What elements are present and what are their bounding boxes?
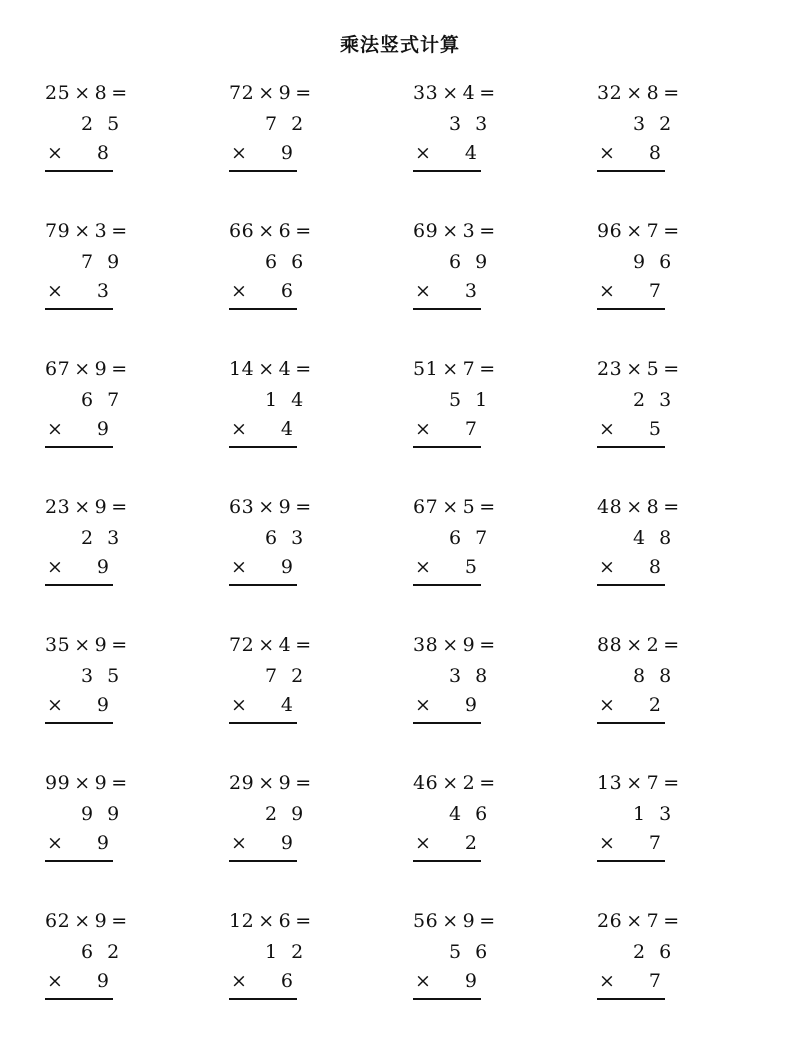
equals-symbol: = bbox=[663, 220, 680, 242]
vertical-multiplicand: 7 2 bbox=[265, 113, 308, 135]
vertical-times-symbol: × bbox=[599, 694, 615, 716]
vertical-multiplicand: 2 5 bbox=[81, 113, 124, 135]
equation-multiplicand: 32 bbox=[597, 82, 623, 104]
times-symbol: × bbox=[258, 496, 275, 518]
equation-multiplicand: 23 bbox=[597, 358, 623, 380]
equation-multiplier: 2 bbox=[646, 634, 660, 656]
answer-rule-line bbox=[229, 446, 297, 448]
equals-symbol: = bbox=[663, 634, 680, 656]
problem-card bbox=[413, 358, 533, 478]
times-symbol: × bbox=[442, 358, 459, 380]
equation-multiplicand: 25 bbox=[45, 82, 71, 104]
equation-multiplier: 9 bbox=[278, 82, 292, 104]
vertical-multiplier: 9 bbox=[464, 694, 477, 716]
vertical-multiplier: 7 bbox=[648, 970, 661, 992]
problem-card bbox=[413, 910, 533, 1030]
equals-symbol: = bbox=[663, 772, 680, 794]
answer-rule-line bbox=[45, 446, 113, 448]
equation-multiplier: 8 bbox=[646, 82, 660, 104]
equation-line bbox=[597, 634, 684, 656]
answer-rule-line bbox=[413, 446, 481, 448]
vertical-times-symbol: × bbox=[231, 418, 247, 440]
vertical-multiplicand: 2 3 bbox=[81, 527, 124, 549]
vertical-multiplier: 4 bbox=[280, 694, 293, 716]
problem-card bbox=[45, 82, 165, 202]
problem-card bbox=[45, 358, 165, 478]
answer-rule-line bbox=[45, 998, 113, 1000]
times-symbol: × bbox=[442, 772, 459, 794]
answer-rule-line bbox=[597, 446, 665, 448]
times-symbol: × bbox=[74, 910, 91, 932]
equation-line bbox=[45, 772, 132, 794]
vertical-multiplier: 7 bbox=[464, 418, 477, 440]
vertical-multiplicand: 5 1 bbox=[449, 389, 492, 411]
vertical-times-symbol: × bbox=[47, 694, 63, 716]
equals-symbol: = bbox=[295, 358, 312, 380]
vertical-multiplicand: 6 3 bbox=[265, 527, 308, 549]
vertical-multiplier: 2 bbox=[648, 694, 661, 716]
equation-line bbox=[597, 358, 684, 380]
vertical-multiplicand: 6 6 bbox=[265, 251, 308, 273]
equals-symbol: = bbox=[479, 634, 496, 656]
times-symbol: × bbox=[626, 634, 643, 656]
times-symbol: × bbox=[74, 496, 91, 518]
equation-multiplicand: 14 bbox=[229, 358, 255, 380]
problem-card bbox=[597, 82, 717, 202]
vertical-multiplicand: 3 3 bbox=[449, 113, 492, 135]
times-symbol: × bbox=[442, 220, 459, 242]
vertical-times-symbol: × bbox=[415, 418, 431, 440]
vertical-times-symbol: × bbox=[231, 142, 247, 164]
vertical-times-symbol: × bbox=[415, 694, 431, 716]
problem-card bbox=[413, 220, 533, 340]
vertical-times-symbol: × bbox=[231, 556, 247, 578]
equation-multiplier: 9 bbox=[94, 772, 108, 794]
vertical-multiplier: 9 bbox=[96, 556, 109, 578]
vertical-times-symbol: × bbox=[599, 418, 615, 440]
problem-card bbox=[413, 82, 533, 202]
vertical-multiplicand: 6 7 bbox=[81, 389, 124, 411]
problem-card bbox=[229, 496, 349, 616]
equation-multiplicand: 67 bbox=[413, 496, 439, 518]
equals-symbol: = bbox=[479, 496, 496, 518]
vertical-multiplicand: 9 6 bbox=[633, 251, 676, 273]
times-symbol: × bbox=[74, 634, 91, 656]
vertical-times-symbol: × bbox=[231, 970, 247, 992]
vertical-multiplicand: 2 3 bbox=[633, 389, 676, 411]
equation-multiplier: 2 bbox=[462, 772, 476, 794]
problem-card bbox=[413, 772, 533, 892]
vertical-times-symbol: × bbox=[415, 142, 431, 164]
vertical-times-symbol: × bbox=[231, 832, 247, 854]
vertical-multiplier: 6 bbox=[280, 280, 293, 302]
equation-multiplicand: 69 bbox=[413, 220, 439, 242]
vertical-multiplicand: 3 8 bbox=[449, 665, 492, 687]
answer-rule-line bbox=[597, 170, 665, 172]
equals-symbol: = bbox=[111, 358, 128, 380]
vertical-times-symbol: × bbox=[47, 970, 63, 992]
equation-line bbox=[413, 220, 500, 242]
vertical-times-symbol: × bbox=[415, 970, 431, 992]
problem-card bbox=[597, 358, 717, 478]
equals-symbol: = bbox=[111, 910, 128, 932]
times-symbol: × bbox=[626, 220, 643, 242]
problem-card bbox=[45, 634, 165, 754]
problem-card bbox=[229, 910, 349, 1030]
equation-multiplier: 9 bbox=[278, 496, 292, 518]
vertical-multiplier: 4 bbox=[280, 418, 293, 440]
equation-line bbox=[229, 220, 316, 242]
vertical-multiplicand: 4 8 bbox=[633, 527, 676, 549]
equation-multiplicand: 67 bbox=[45, 358, 71, 380]
worksheet-title: 乘法竖式计算 bbox=[339, 34, 460, 56]
vertical-multiplicand: 2 6 bbox=[633, 941, 676, 963]
problem-card bbox=[229, 82, 349, 202]
problem-card bbox=[597, 634, 717, 754]
equation-multiplicand: 79 bbox=[45, 220, 71, 242]
equation-line bbox=[597, 910, 684, 932]
vertical-multiplier: 8 bbox=[96, 142, 109, 164]
times-symbol: × bbox=[258, 634, 275, 656]
answer-rule-line bbox=[413, 722, 481, 724]
vertical-times-symbol: × bbox=[231, 694, 247, 716]
equals-symbol: = bbox=[295, 634, 312, 656]
vertical-multiplier: 9 bbox=[96, 694, 109, 716]
answer-rule-line bbox=[45, 584, 113, 586]
answer-rule-line bbox=[597, 998, 665, 1000]
times-symbol: × bbox=[626, 910, 643, 932]
problem-card bbox=[229, 634, 349, 754]
answer-rule-line bbox=[45, 722, 113, 724]
vertical-times-symbol: × bbox=[47, 142, 63, 164]
vertical-times-symbol: × bbox=[47, 418, 63, 440]
equation-multiplicand: 51 bbox=[413, 358, 439, 380]
vertical-multiplicand: 3 5 bbox=[81, 665, 124, 687]
vertical-multiplicand: 6 7 bbox=[449, 527, 492, 549]
equation-line bbox=[45, 496, 132, 518]
times-symbol: × bbox=[442, 82, 459, 104]
vertical-multiplier: 2 bbox=[464, 832, 477, 854]
vertical-multiplier: 8 bbox=[648, 142, 661, 164]
equals-symbol: = bbox=[479, 910, 496, 932]
vertical-multiplier: 3 bbox=[464, 280, 477, 302]
vertical-multiplier: 9 bbox=[280, 142, 293, 164]
vertical-multiplier: 7 bbox=[648, 832, 661, 854]
vertical-multiplicand: 6 2 bbox=[81, 941, 124, 963]
problem-card bbox=[229, 220, 349, 340]
equation-multiplicand: 12 bbox=[229, 910, 255, 932]
times-symbol: × bbox=[626, 772, 643, 794]
problem-card bbox=[229, 358, 349, 478]
answer-rule-line bbox=[229, 860, 297, 862]
answer-rule-line bbox=[229, 308, 297, 310]
vertical-multiplicand: 3 2 bbox=[633, 113, 676, 135]
equation-multiplier: 6 bbox=[278, 910, 292, 932]
equation-line bbox=[229, 496, 316, 518]
equals-symbol: = bbox=[111, 496, 128, 518]
equation-line bbox=[45, 634, 132, 656]
times-symbol: × bbox=[74, 772, 91, 794]
equation-multiplicand: 29 bbox=[229, 772, 255, 794]
equation-multiplier: 7 bbox=[646, 772, 660, 794]
vertical-multiplier: 4 bbox=[464, 142, 477, 164]
problem-card bbox=[45, 772, 165, 892]
equation-multiplier: 9 bbox=[94, 634, 108, 656]
equation-multiplier: 5 bbox=[646, 358, 660, 380]
equation-multiplicand: 13 bbox=[597, 772, 623, 794]
equation-line bbox=[413, 496, 500, 518]
equals-symbol: = bbox=[111, 772, 128, 794]
equation-line bbox=[597, 772, 684, 794]
vertical-times-symbol: × bbox=[599, 280, 615, 302]
vertical-multiplier: 5 bbox=[464, 556, 477, 578]
answer-rule-line bbox=[597, 584, 665, 586]
equation-line bbox=[229, 82, 316, 104]
answer-rule-line bbox=[413, 584, 481, 586]
times-symbol: × bbox=[442, 634, 459, 656]
equation-line bbox=[229, 634, 316, 656]
vertical-multiplier: 9 bbox=[464, 970, 477, 992]
answer-rule-line bbox=[597, 722, 665, 724]
problem-card bbox=[413, 496, 533, 616]
equation-line bbox=[597, 496, 684, 518]
equation-multiplier: 9 bbox=[94, 910, 108, 932]
vertical-times-symbol: × bbox=[231, 280, 247, 302]
equation-multiplicand: 38 bbox=[413, 634, 439, 656]
equation-multiplier: 8 bbox=[94, 82, 108, 104]
equation-multiplicand: 99 bbox=[45, 772, 71, 794]
equation-line bbox=[413, 634, 500, 656]
answer-rule-line bbox=[413, 860, 481, 862]
vertical-multiplier: 3 bbox=[96, 280, 109, 302]
times-symbol: × bbox=[626, 496, 643, 518]
equation-multiplicand: 23 bbox=[45, 496, 71, 518]
vertical-times-symbol: × bbox=[415, 556, 431, 578]
problem-card bbox=[597, 910, 717, 1030]
equation-multiplier: 9 bbox=[94, 358, 108, 380]
equation-line bbox=[45, 82, 132, 104]
equation-line bbox=[45, 910, 132, 932]
problem-card bbox=[45, 220, 165, 340]
vertical-multiplicand: 7 9 bbox=[81, 251, 124, 273]
equals-symbol: = bbox=[479, 358, 496, 380]
times-symbol: × bbox=[442, 910, 459, 932]
times-symbol: × bbox=[626, 358, 643, 380]
equation-line bbox=[413, 82, 500, 104]
equation-line bbox=[413, 772, 500, 794]
equation-multiplicand: 72 bbox=[229, 82, 255, 104]
equation-multiplicand: 63 bbox=[229, 496, 255, 518]
equals-symbol: = bbox=[295, 496, 312, 518]
vertical-times-symbol: × bbox=[599, 142, 615, 164]
equation-multiplicand: 26 bbox=[597, 910, 623, 932]
answer-rule-line bbox=[229, 170, 297, 172]
equals-symbol: = bbox=[663, 82, 680, 104]
equals-symbol: = bbox=[479, 82, 496, 104]
equation-multiplier: 9 bbox=[278, 772, 292, 794]
vertical-multiplier: 9 bbox=[280, 832, 293, 854]
equation-multiplier: 9 bbox=[462, 910, 476, 932]
problem-card bbox=[597, 772, 717, 892]
equation-multiplicand: 96 bbox=[597, 220, 623, 242]
times-symbol: × bbox=[74, 220, 91, 242]
problem-card bbox=[597, 220, 717, 340]
vertical-multiplier: 9 bbox=[280, 556, 293, 578]
equation-multiplier: 9 bbox=[462, 634, 476, 656]
equation-line bbox=[413, 358, 500, 380]
vertical-multiplier: 6 bbox=[280, 970, 293, 992]
vertical-multiplier: 8 bbox=[648, 556, 661, 578]
equals-symbol: = bbox=[111, 220, 128, 242]
vertical-multiplicand: 9 9 bbox=[81, 803, 124, 825]
times-symbol: × bbox=[258, 772, 275, 794]
vertical-times-symbol: × bbox=[415, 280, 431, 302]
problem-card bbox=[413, 634, 533, 754]
times-symbol: × bbox=[258, 358, 275, 380]
equation-line bbox=[229, 910, 316, 932]
answer-rule-line bbox=[597, 860, 665, 862]
equation-multiplier: 6 bbox=[278, 220, 292, 242]
equation-multiplicand: 33 bbox=[413, 82, 439, 104]
vertical-times-symbol: × bbox=[599, 832, 615, 854]
equation-line bbox=[597, 82, 684, 104]
equation-multiplier: 7 bbox=[462, 358, 476, 380]
times-symbol: × bbox=[626, 82, 643, 104]
vertical-multiplier: 9 bbox=[96, 970, 109, 992]
equation-multiplier: 7 bbox=[646, 910, 660, 932]
equation-multiplier: 8 bbox=[646, 496, 660, 518]
answer-rule-line bbox=[45, 308, 113, 310]
equals-symbol: = bbox=[295, 772, 312, 794]
equation-line bbox=[45, 220, 132, 242]
equation-multiplicand: 72 bbox=[229, 634, 255, 656]
equation-multiplicand: 48 bbox=[597, 496, 623, 518]
equation-multiplier: 3 bbox=[94, 220, 108, 242]
equation-multiplicand: 35 bbox=[45, 634, 71, 656]
equation-line bbox=[597, 220, 684, 242]
equals-symbol: = bbox=[111, 82, 128, 104]
equals-symbol: = bbox=[295, 220, 312, 242]
equals-symbol: = bbox=[111, 634, 128, 656]
answer-rule-line bbox=[413, 170, 481, 172]
times-symbol: × bbox=[258, 220, 275, 242]
answer-rule-line bbox=[597, 308, 665, 310]
times-symbol: × bbox=[258, 910, 275, 932]
equation-multiplicand: 56 bbox=[413, 910, 439, 932]
equation-multiplier: 5 bbox=[462, 496, 476, 518]
problem-card bbox=[45, 910, 165, 1030]
equation-line bbox=[413, 910, 500, 932]
vertical-times-symbol: × bbox=[599, 970, 615, 992]
answer-rule-line bbox=[229, 722, 297, 724]
equals-symbol: = bbox=[295, 82, 312, 104]
vertical-multiplier: 5 bbox=[648, 418, 661, 440]
vertical-multiplicand: 6 9 bbox=[449, 251, 492, 273]
vertical-multiplicand: 7 2 bbox=[265, 665, 308, 687]
equation-multiplier: 3 bbox=[462, 220, 476, 242]
vertical-times-symbol: × bbox=[47, 832, 63, 854]
vertical-multiplicand: 4 6 bbox=[449, 803, 492, 825]
equals-symbol: = bbox=[479, 772, 496, 794]
answer-rule-line bbox=[45, 170, 113, 172]
equation-line bbox=[229, 358, 316, 380]
vertical-times-symbol: × bbox=[47, 556, 63, 578]
equation-multiplier: 9 bbox=[94, 496, 108, 518]
problem-card bbox=[45, 496, 165, 616]
equation-multiplier: 4 bbox=[278, 358, 292, 380]
times-symbol: × bbox=[258, 82, 275, 104]
problem-card bbox=[597, 496, 717, 616]
vertical-times-symbol: × bbox=[599, 556, 615, 578]
vertical-multiplier: 9 bbox=[96, 418, 109, 440]
equals-symbol: = bbox=[663, 496, 680, 518]
equals-symbol: = bbox=[663, 358, 680, 380]
equals-symbol: = bbox=[295, 910, 312, 932]
answer-rule-line bbox=[229, 584, 297, 586]
equation-multiplier: 7 bbox=[646, 220, 660, 242]
problem-card bbox=[229, 772, 349, 892]
vertical-multiplicand: 1 4 bbox=[265, 389, 308, 411]
equals-symbol: = bbox=[479, 220, 496, 242]
equation-multiplicand: 88 bbox=[597, 634, 623, 656]
vertical-multiplier: 9 bbox=[96, 832, 109, 854]
equation-multiplier: 4 bbox=[462, 82, 476, 104]
times-symbol: × bbox=[442, 496, 459, 518]
equation-line bbox=[45, 358, 132, 380]
vertical-multiplicand: 1 2 bbox=[265, 941, 308, 963]
vertical-times-symbol: × bbox=[47, 280, 63, 302]
vertical-multiplicand: 8 8 bbox=[633, 665, 676, 687]
answer-rule-line bbox=[413, 998, 481, 1000]
vertical-multiplier: 7 bbox=[648, 280, 661, 302]
times-symbol: × bbox=[74, 82, 91, 104]
vertical-multiplicand: 1 3 bbox=[633, 803, 676, 825]
vertical-multiplicand: 2 9 bbox=[265, 803, 308, 825]
answer-rule-line bbox=[229, 998, 297, 1000]
equation-multiplicand: 46 bbox=[413, 772, 439, 794]
vertical-times-symbol: × bbox=[415, 832, 431, 854]
equation-multiplicand: 66 bbox=[229, 220, 255, 242]
times-symbol: × bbox=[74, 358, 91, 380]
equation-line bbox=[229, 772, 316, 794]
answer-rule-line bbox=[413, 308, 481, 310]
equation-multiplier: 4 bbox=[278, 634, 292, 656]
equation-multiplicand: 62 bbox=[45, 910, 71, 932]
equals-symbol: = bbox=[663, 910, 680, 932]
answer-rule-line bbox=[45, 860, 113, 862]
vertical-multiplicand: 5 6 bbox=[449, 941, 492, 963]
